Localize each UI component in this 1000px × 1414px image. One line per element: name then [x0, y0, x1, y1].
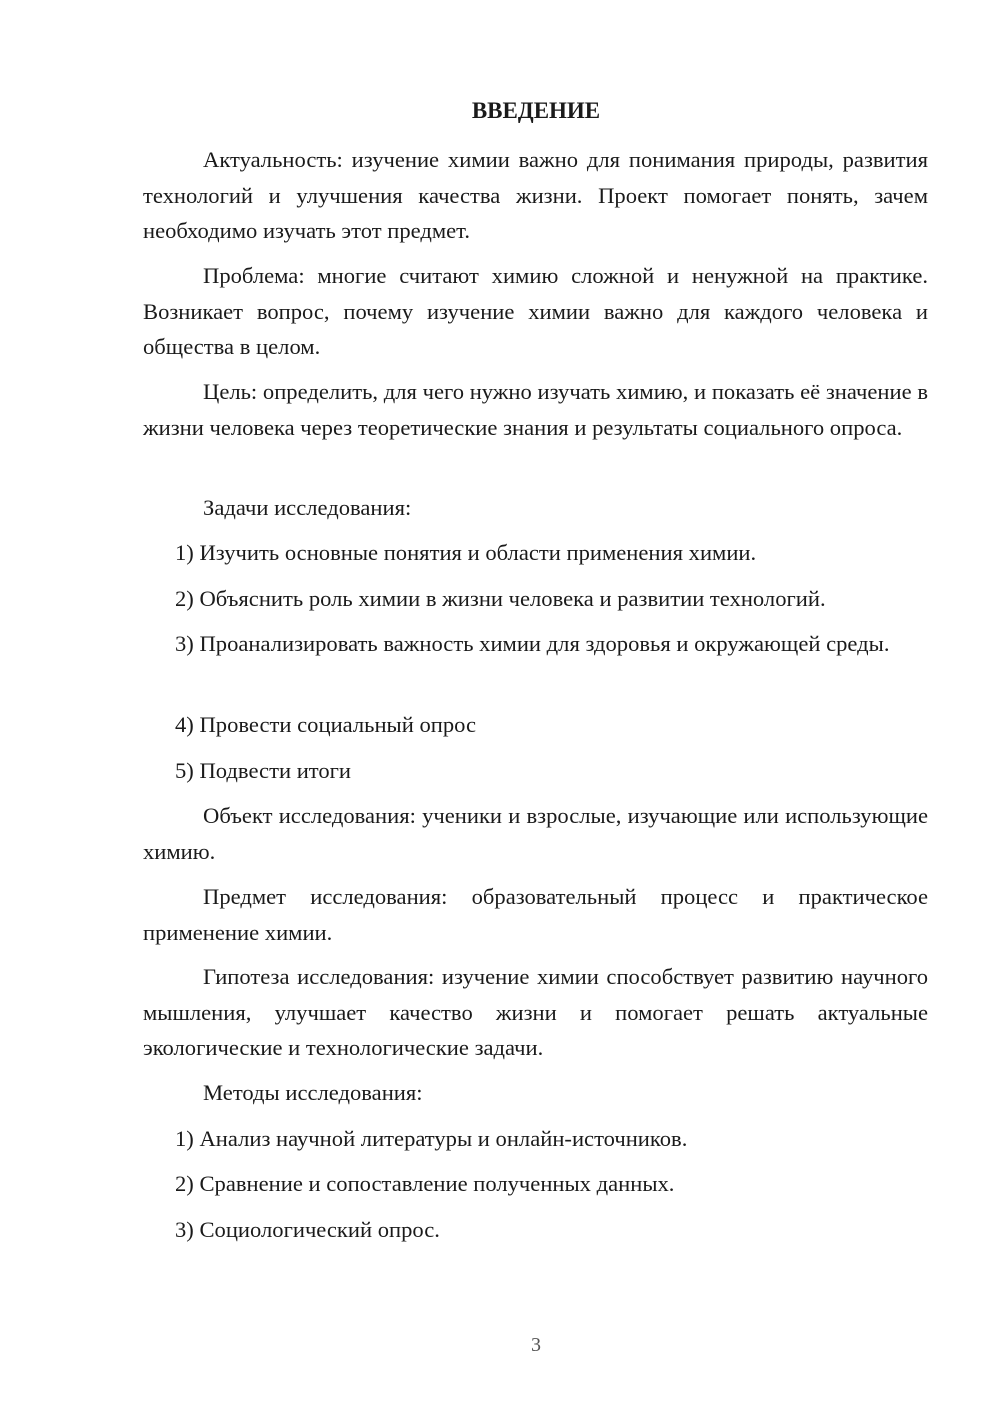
- object-paragraph: Объект исследования: ученики и взрослые, изучающие или использующие химию.: [143, 803, 928, 864]
- page-title: ВВЕДЕНИЕ: [471, 98, 601, 123]
- goal-paragraph: Цель: определить, для чего нужно изучать химию, и показать её значение в жизни человека через теоретические знания и результаты социального опроса.: [143, 379, 928, 440]
- methods-heading: Методы исследования:: [203, 1080, 423, 1105]
- page-number: 3: [531, 1334, 541, 1356]
- task-item: 4) Провести социальный опрос: [175, 712, 477, 737]
- task-item: 1) Изучить основные понятия и области применения химии.: [175, 540, 757, 565]
- task-item: 3) Проанализировать важность химии для здоровья и окружающей среды.: [175, 631, 890, 656]
- actuality-paragraph: Актуальность: изучение химии важно для понимания природы, развития технологий и улучшения качества жизни. Проект помогает понять, зачем необходимо изучать этот предмет.: [143, 147, 928, 243]
- method-item: 1) Анализ научной литературы и онлайн-источников.: [175, 1126, 688, 1151]
- hypothesis-paragraph: Гипотеза исследования: изучение химии способствует развитию научного мышления, улучшает качество жизни и помогает решать актуальные экологические и технологические задачи.: [143, 964, 928, 1060]
- problem-paragraph: Проблема: многие считают химию сложной и ненужной на практике. Возникает вопрос, почему изучение химии важно для каждого человека и общества в целом.: [143, 263, 928, 359]
- method-item: 2) Сравнение и сопоставление полученных данных.: [175, 1171, 675, 1196]
- subject-paragraph: Предмет исследования: образовательный процесс и практическое применение химии.: [143, 884, 928, 945]
- tasks-heading: Задачи исследования:: [203, 495, 412, 520]
- method-item: 3) Социологический опрос.: [175, 1217, 440, 1242]
- task-item: 5) Подвести итоги: [175, 758, 352, 783]
- task-item: 2) Объяснить роль химии в жизни человека и развитии технологий.: [175, 586, 826, 611]
